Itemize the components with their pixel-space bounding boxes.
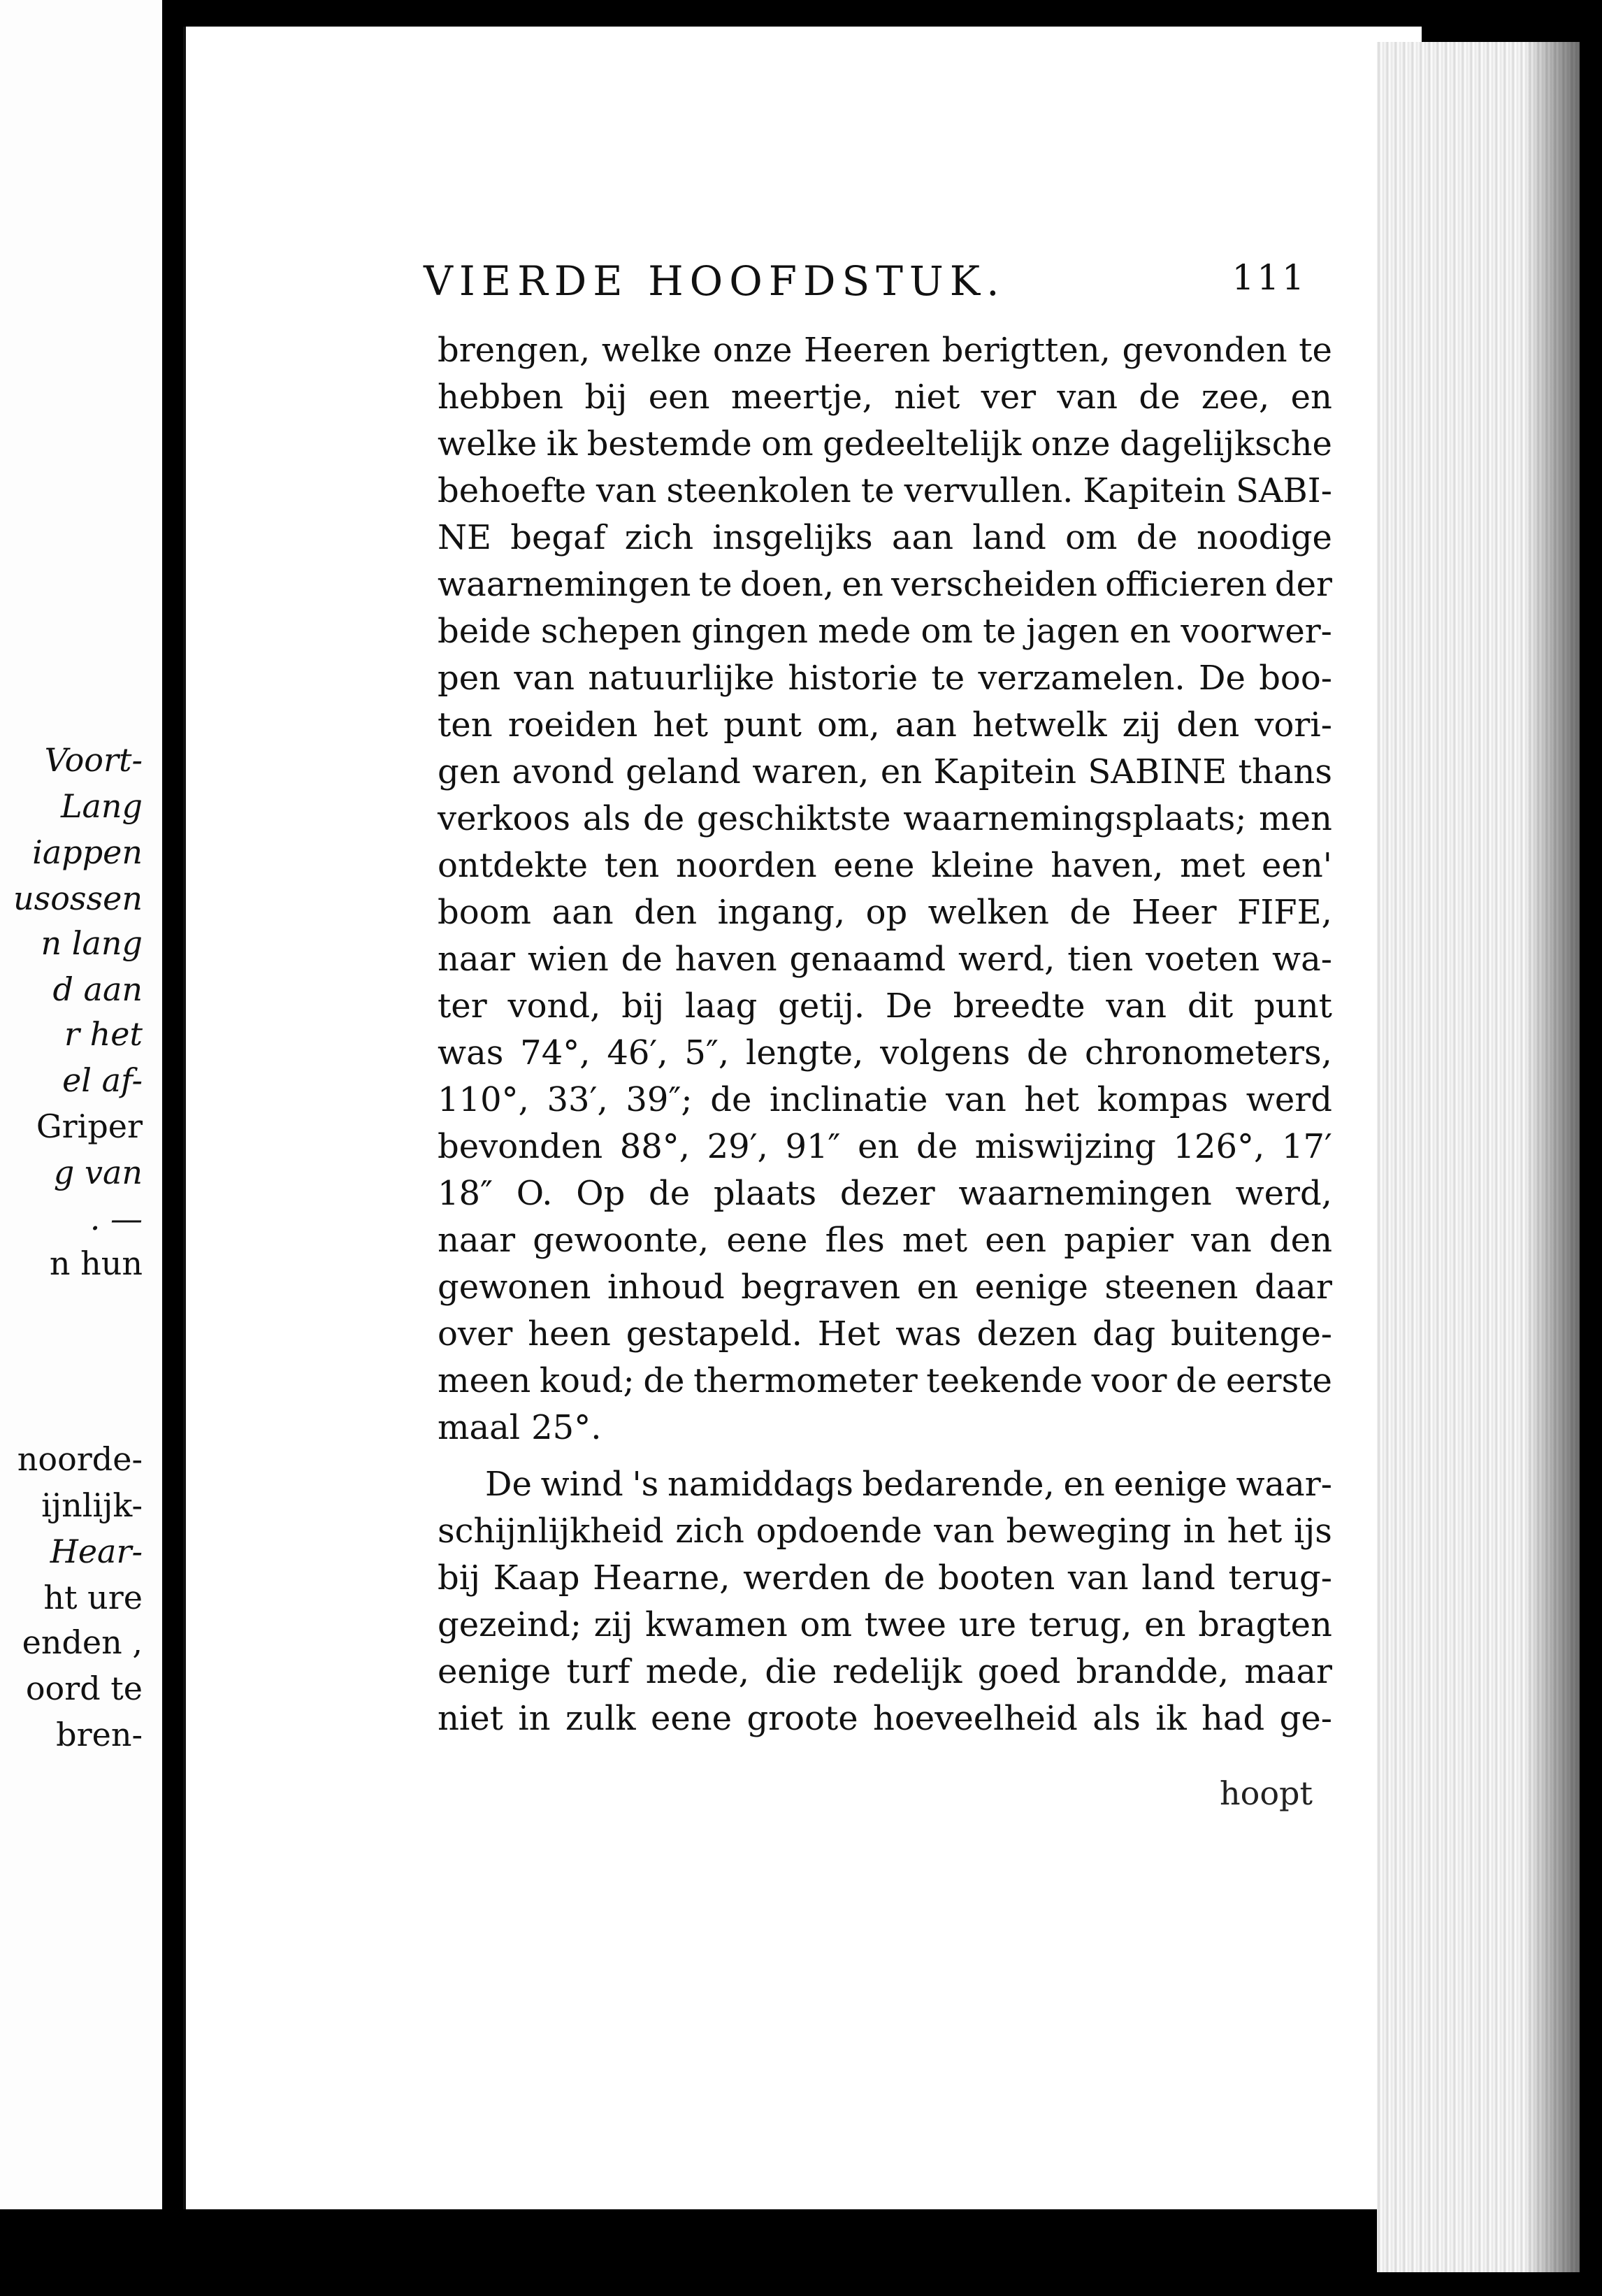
text-line: behoefte van steenkolen te vervullen. Kapitein SABI- bbox=[438, 471, 1332, 510]
left-page-fragment: iappen bbox=[32, 833, 143, 871]
text-line: verkoos als de geschiktste waarnemingsplaats; men bbox=[438, 799, 1332, 838]
text-line: over heen gestapeld. Het was dezen dag buitenge- bbox=[438, 1314, 1332, 1354]
text-line: schijnlijkheid zich opdoende van beweging in het ijs bbox=[438, 1512, 1332, 1551]
left-page-fragment: el af- bbox=[62, 1061, 143, 1099]
text-line: meen koud; de thermometer teekende voor de eerste bbox=[438, 1361, 1332, 1400]
page-number: 111 bbox=[1232, 257, 1307, 298]
text-line: naar wien de haven genaamd werd, tien voeten wa- bbox=[438, 940, 1332, 979]
left-page-fragment: enden , bbox=[22, 1623, 143, 1661]
left-page-fragment: Griper bbox=[36, 1107, 143, 1145]
chapter-heading: VIERDE HOOFDSTUK. bbox=[424, 257, 1006, 305]
text-line: 18″ O. Op de plaats dezer waarnemingen werd, bbox=[438, 1174, 1332, 1213]
left-page-fragment: ijnlijk- bbox=[41, 1486, 143, 1524]
page-edges-shadow bbox=[1524, 42, 1580, 2272]
left-page bbox=[0, 0, 162, 2209]
text-block bbox=[438, 327, 1332, 1742]
text-line: hebben bij een meertje, niet ver van de zee, en bbox=[438, 378, 1332, 417]
text-line: gen avond geland waren, en Kapitein SABINE thans bbox=[438, 752, 1332, 791]
text-line: gezeind; zij kwamen om twee ure terug, en bragten bbox=[438, 1605, 1332, 1644]
text-line: niet in zulk eene groote hoeveelheid als ik had ge- bbox=[438, 1699, 1332, 1738]
text-line: ontdekte ten noorden eene kleine haven, met een' bbox=[438, 846, 1332, 885]
left-page-fragment: ht ure bbox=[43, 1579, 143, 1616]
left-page-fragment: r het bbox=[64, 1015, 143, 1053]
text-line: beide schepen gingen mede om te jagen en voorwer- bbox=[438, 612, 1332, 651]
left-page-fragment: Lang bbox=[60, 787, 143, 825]
text-line: waarnemingen te doen, en verscheiden officieren der bbox=[438, 565, 1332, 604]
book-page bbox=[183, 27, 1422, 2209]
text-line: brengen, welke onze Heeren berigtten, gevonden te bbox=[438, 331, 1332, 370]
left-page-fragment: g van bbox=[53, 1154, 143, 1191]
left-page-fragment: n lang bbox=[41, 924, 143, 962]
left-page-fragment: d aan bbox=[52, 970, 143, 1008]
left-page-fragment: . — bbox=[89, 1200, 143, 1237]
text-line: pen van natuurlijke historie te verzamelen. De boo- bbox=[438, 659, 1332, 698]
text-line: naar gewoonte, eene fles met een papier van den bbox=[438, 1221, 1332, 1260]
text-line: maal 25°. bbox=[438, 1408, 602, 1447]
text-line: De wind 's namiddags bedarende, en eenige waar- bbox=[485, 1465, 1332, 1504]
left-page-fragment: n hun bbox=[49, 1244, 143, 1282]
text-line: boom aan den ingang, op welken de Heer FIFE, bbox=[438, 893, 1332, 932]
left-page-fragment: Voort- bbox=[44, 741, 143, 779]
text-line: ten roeiden het punt om, aan hetwelk zij den vori- bbox=[438, 705, 1332, 745]
text-line: 110°, 33′, 39″; de inclinatie van het kompas werd bbox=[438, 1080, 1332, 1119]
text-line: eenige turf mede, die redelijk goed brandde, maar bbox=[438, 1652, 1332, 1691]
catchword: hoopt bbox=[1220, 1774, 1313, 1812]
text-line: bevonden 88°, 29′, 91″ en de miswijzing 126°, 17′ bbox=[438, 1127, 1332, 1166]
text-line: bij Kaap Hearne, werden de booten van land terug- bbox=[438, 1558, 1332, 1598]
left-page-fragment: Hear- bbox=[50, 1533, 143, 1570]
text-line: ter vond, bij laag getij. De breedte van dit punt bbox=[438, 986, 1332, 1026]
text-line: gewonen inhoud begraven en eenige steenen daar bbox=[438, 1268, 1332, 1307]
text-line: NE begaf zich insgelijks aan land om de noodige bbox=[438, 518, 1332, 557]
left-page-fragment: bren- bbox=[56, 1716, 143, 1753]
text-line: welke ik bestemde om gedeeltelijk onze dagelijksche bbox=[438, 424, 1332, 464]
text-line: was 74°, 46′, 5″, lengte, volgens de chronometers, bbox=[438, 1033, 1332, 1072]
left-page-fragment: usossen bbox=[13, 880, 143, 917]
running-head bbox=[424, 257, 1307, 313]
left-page-fragment: noorde- bbox=[17, 1440, 143, 1478]
left-page-fragment: oord te bbox=[25, 1670, 143, 1707]
